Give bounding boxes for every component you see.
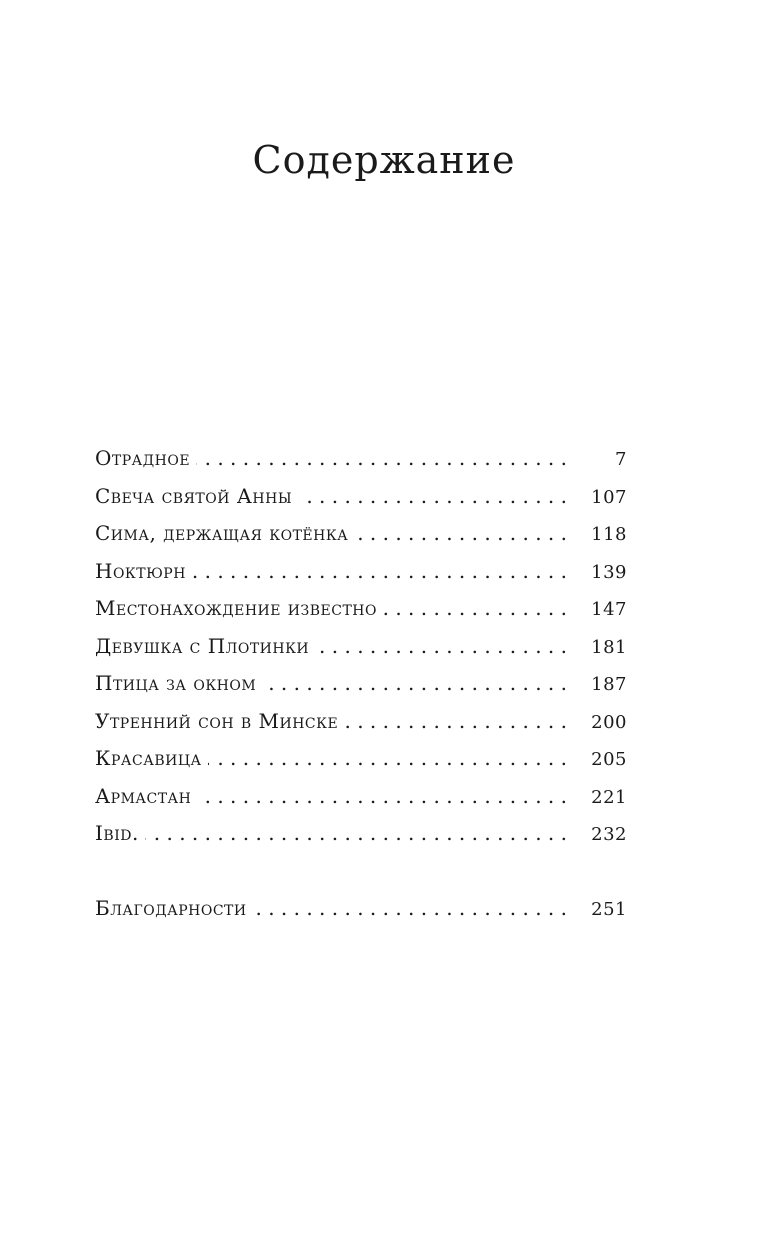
toc-entry-title: Ноктюрн <box>95 558 186 583</box>
toc-entry-page: 118 <box>591 524 627 545</box>
toc-entry <box>95 740 627 778</box>
toc-entry <box>95 478 627 516</box>
toc-entry-title: Утренний сон в Минске <box>95 708 339 733</box>
toc-entry-title: Ibid. <box>95 821 139 845</box>
toc-leader-dots <box>383 590 581 628</box>
toc-entry-page: 205 <box>591 749 627 770</box>
toc-entry-title: Местонахождение известно <box>95 596 377 620</box>
toc-entry-page: 139 <box>591 561 627 583</box>
toc-entry <box>95 515 627 553</box>
toc-entry-acknowledgements <box>95 890 627 928</box>
toc-entry-page: 7 <box>615 449 627 470</box>
toc-leader-dots <box>197 778 581 816</box>
toc-entry <box>95 778 627 816</box>
toc-entry-title: Свеча святой Анны <box>95 483 293 508</box>
toc-leader-dots <box>344 703 581 741</box>
toc-entry-page: 251 <box>591 898 627 920</box>
toc-entry-title: Сима, держащая котёнка <box>95 521 349 545</box>
toc-entry <box>95 590 627 628</box>
toc-leader-dots <box>298 478 581 516</box>
toc-leader-dots <box>196 440 581 478</box>
toc-entry-title: Красавица <box>95 746 202 770</box>
toc-entry-page: 200 <box>591 711 627 733</box>
toc-leader-dots <box>253 890 581 928</box>
toc-entry-page: 107 <box>591 486 627 508</box>
toc-entry <box>95 553 627 591</box>
toc-entry-page: 147 <box>591 599 627 620</box>
toc-entry-title: Птица за окном <box>95 671 257 695</box>
toc-entry-title: Отрадное <box>95 446 191 470</box>
toc-entry-title: Благодарности <box>95 895 247 920</box>
toc-entry-page: 221 <box>591 786 627 808</box>
toc-leader-dots <box>315 628 581 666</box>
toc-leader-dots <box>145 815 581 853</box>
toc-section-gap <box>95 853 627 890</box>
toc-entry-page: 232 <box>591 824 627 845</box>
toc-entry <box>95 628 627 666</box>
toc-entry-title: Армастан <box>95 783 192 808</box>
toc-entry-page: 181 <box>591 636 627 658</box>
toc-entry-title: Девушка с Плотинки <box>95 633 310 658</box>
toc-entry <box>95 703 627 741</box>
toc-leader-dots <box>208 740 581 778</box>
toc-leader-dots <box>192 553 581 591</box>
table-of-contents <box>95 440 627 927</box>
toc-entry <box>95 440 627 478</box>
toc-entry <box>95 815 627 853</box>
toc-leader-dots <box>262 665 581 703</box>
toc-entry <box>95 665 627 703</box>
page-title: Содержание <box>252 138 516 182</box>
toc-entry-page: 187 <box>591 674 627 695</box>
toc-leader-dots <box>354 515 581 553</box>
